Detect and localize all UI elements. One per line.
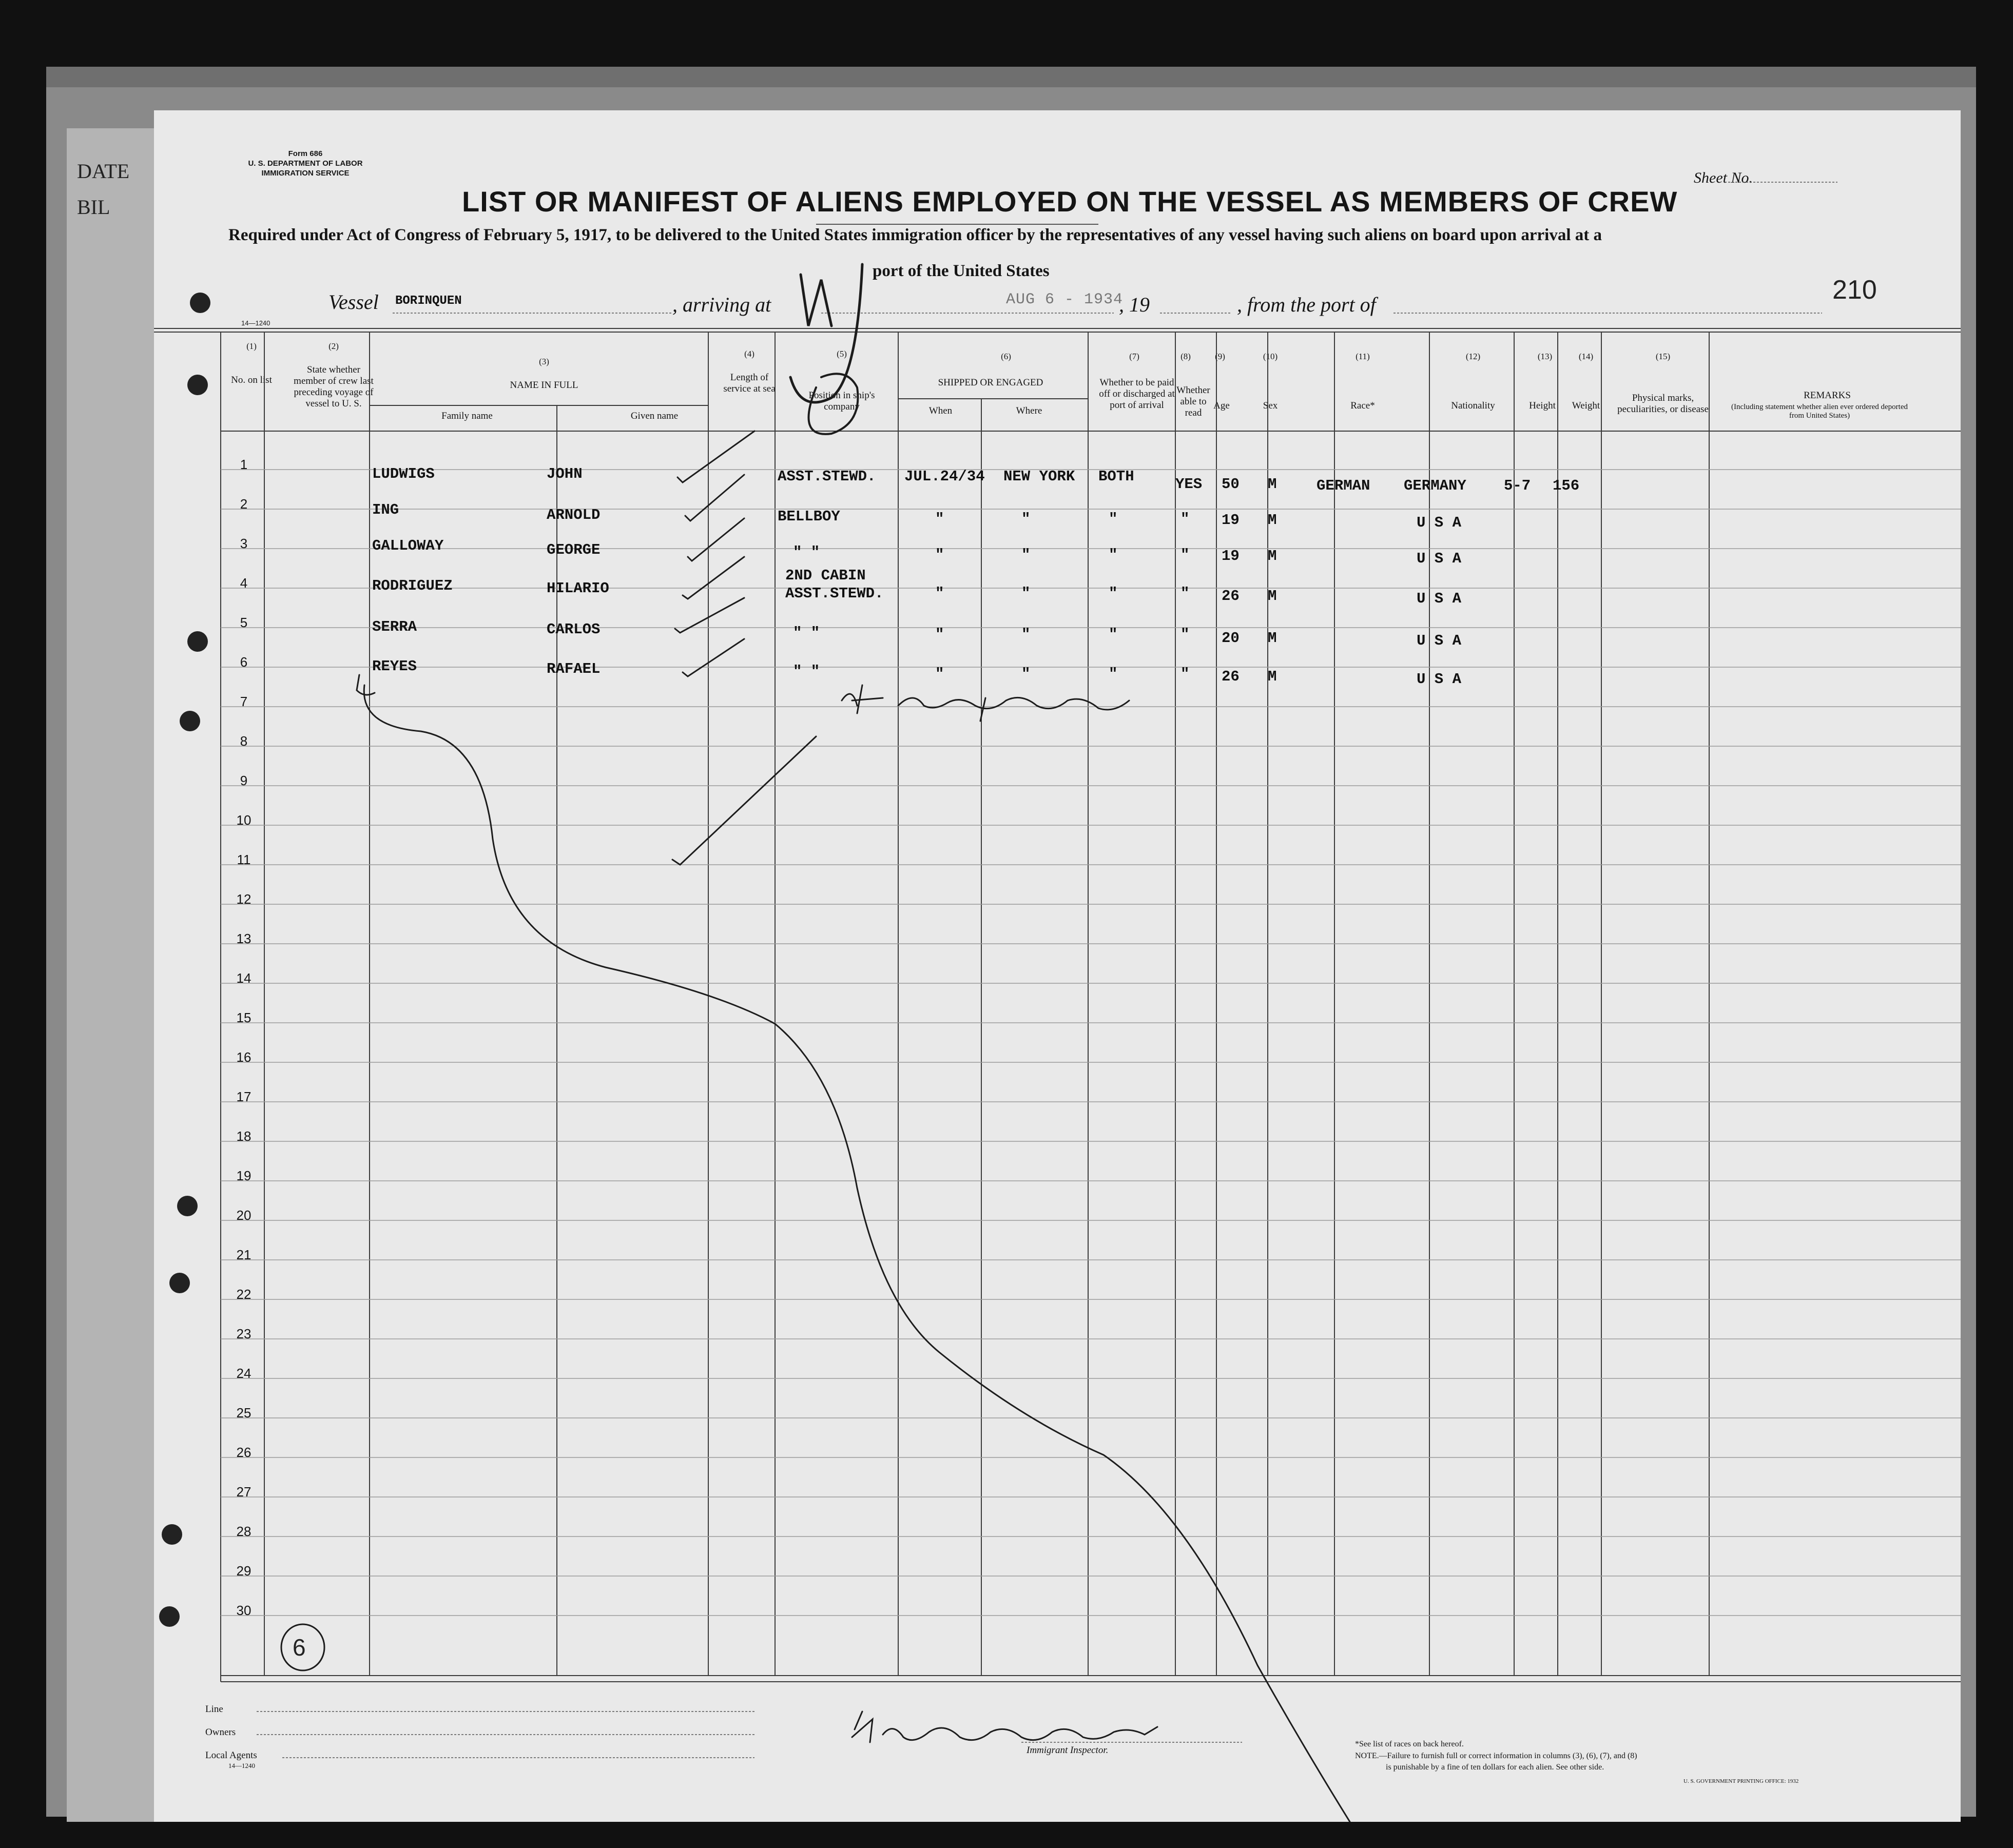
punch-hole xyxy=(159,1606,180,1627)
col-num-2: (2) xyxy=(328,341,339,351)
sex: M xyxy=(1268,548,1277,565)
punch-hole xyxy=(190,293,210,313)
given-name: CARLOS xyxy=(547,621,601,638)
position: ASST.STEWD. xyxy=(778,468,876,485)
races-note: *See list of races on back hereof. xyxy=(1355,1740,1464,1748)
nationality: U S A xyxy=(1417,514,1462,531)
paid-off: " xyxy=(1109,547,1118,563)
col-header-length-of-service: Length of service at sea xyxy=(723,372,776,394)
sex: M xyxy=(1268,668,1277,685)
age: 26 xyxy=(1222,588,1240,605)
col-num-12: (12) xyxy=(1465,352,1481,361)
family-name: REYES xyxy=(372,658,417,675)
col-header-when: When xyxy=(928,405,953,416)
col-num-4: (4) xyxy=(744,349,754,359)
row-number: 20 xyxy=(236,1208,251,1223)
year-label: , 19 xyxy=(1119,293,1150,316)
circled-count: 6 xyxy=(293,1634,306,1661)
row-number: 22 xyxy=(236,1287,251,1302)
penalty-note-2: is punishable by a fine of ten dollars for each alien. See other side. xyxy=(1386,1763,1604,1772)
row-number: 7 xyxy=(240,694,248,709)
row-number: 16 xyxy=(236,1049,251,1065)
family-name: RODRIGUEZ xyxy=(372,577,453,594)
col-header-where: Where xyxy=(1016,405,1042,416)
row-number: 18 xyxy=(236,1129,251,1144)
printer-imprint: U. S. GOVERNMENT PRINTING OFFICE: 1932 xyxy=(1683,1778,1799,1784)
shipped-when: " xyxy=(935,511,944,528)
age: 19 xyxy=(1222,548,1240,565)
given-name: HILARIO xyxy=(547,580,609,597)
given-name: GEORGE xyxy=(547,541,601,558)
footer-line-label: Line xyxy=(205,1704,223,1715)
col-header-race: Race* xyxy=(1350,400,1375,411)
arriving-label: , arriving at xyxy=(672,293,771,316)
sex: M xyxy=(1268,512,1277,529)
given-name: RAFAEL xyxy=(547,660,601,677)
sex: M xyxy=(1268,630,1277,647)
able-to-read: YES xyxy=(1175,476,1203,493)
punch-hole xyxy=(177,1196,198,1216)
subtitle-line-1: Required under Act of Congress of February 5, 1917, to be delivered to the United States immigration officer by the representatives of any vessel having such aliens on board upon arrival at a xyxy=(228,226,1602,244)
col-header-family-name: Family name xyxy=(441,411,493,421)
row-number: 13 xyxy=(236,931,251,946)
nationality: U S A xyxy=(1417,590,1462,607)
col-header-able-to-read: Whether able to read xyxy=(1176,385,1210,418)
row-number: 10 xyxy=(236,812,251,828)
able-to-read: " xyxy=(1180,511,1190,528)
row-number: 2 xyxy=(240,496,248,512)
shipped-where: " xyxy=(1021,547,1031,563)
row-number: 15 xyxy=(236,1010,251,1025)
col-num-6: (6) xyxy=(1001,352,1011,361)
row-number: 6 xyxy=(240,654,248,670)
row-number: 24 xyxy=(236,1366,251,1381)
form-department: U. S. DEPARTMENT OF LABOR xyxy=(248,159,363,168)
side-label-bil: BIL xyxy=(77,196,110,219)
nationality: U S A xyxy=(1417,671,1462,688)
row-number: 28 xyxy=(236,1524,251,1539)
age: 20 xyxy=(1222,630,1240,647)
given-name: ARNOLD xyxy=(547,507,601,523)
row-number: 29 xyxy=(236,1563,251,1579)
row-number: 9 xyxy=(240,773,248,788)
punch-hole xyxy=(187,375,208,395)
row-number: 25 xyxy=(236,1405,251,1421)
vessel-name: BORINQUEN xyxy=(395,294,462,308)
penalty-note-1: NOTE.—Failure to furnish full or correct information in columns (3), (6), (7), and (8) xyxy=(1355,1752,1637,1760)
age: 50 xyxy=(1222,476,1240,493)
col-num-8: (8) xyxy=(1180,352,1191,361)
col-num-9: (9) xyxy=(1215,352,1225,361)
height: 5-7 xyxy=(1504,477,1531,494)
col-header-height: Height xyxy=(1529,400,1556,411)
col-header-physical-marks: Physical marks, peculiarities, or disease xyxy=(1617,393,1709,415)
col-header-position: Position in ship's company xyxy=(808,390,875,412)
row-number: 8 xyxy=(240,733,248,749)
punch-hole xyxy=(187,631,208,652)
position-line-2: ASST.STEWD. xyxy=(785,585,884,602)
col-header-remarks: REMARKS xyxy=(1804,390,1851,401)
paid-off: BOTH xyxy=(1098,468,1134,485)
handwriting-layer xyxy=(154,110,1961,1822)
paid-off: " xyxy=(1109,585,1118,602)
shipped-when: " xyxy=(935,585,944,602)
vessel-label: Vessel xyxy=(328,290,379,314)
paid-off: " xyxy=(1109,666,1118,683)
shipped-when: " xyxy=(935,666,944,683)
manifest-sheet xyxy=(154,110,1961,1822)
date-stamp: AUG 6 - 1934 xyxy=(1006,291,1124,308)
immigrant-inspector-label: Immigrant Inspector. xyxy=(1027,1745,1109,1756)
col-num-3: (3) xyxy=(539,357,549,366)
paid-off: " xyxy=(1109,511,1118,528)
col-num-7: (7) xyxy=(1129,352,1139,361)
from-port-label: , from the port of xyxy=(1237,293,1376,316)
footer-form-code: 14—1240 xyxy=(228,1762,255,1769)
shipped-when: JUL.24/34 xyxy=(904,468,985,485)
able-to-read: " xyxy=(1180,585,1190,602)
sheet-number: 210 xyxy=(1832,275,1877,305)
page-title: LIST OR MANIFEST OF ALIENS EMPLOYED ON THE VESSEL AS MEMBERS OF CREW xyxy=(462,185,1678,218)
position: " " xyxy=(793,544,820,561)
position: BELLBOY xyxy=(778,508,840,525)
shipped-where: NEW YORK xyxy=(1003,468,1075,485)
paid-off: " xyxy=(1109,626,1118,643)
sex: M xyxy=(1268,588,1277,605)
family-name: ING xyxy=(372,501,399,518)
sex: M xyxy=(1268,476,1277,493)
col-num-5: (5) xyxy=(837,349,847,359)
col-num-10: (10) xyxy=(1263,352,1278,361)
col-num-14: (14) xyxy=(1578,352,1594,361)
able-to-read: " xyxy=(1180,626,1190,643)
weight: 156 xyxy=(1553,477,1580,494)
col-num-15: (15) xyxy=(1655,352,1671,361)
family-name: SERRA xyxy=(372,618,417,635)
row-number: 14 xyxy=(236,970,251,986)
position: " " xyxy=(793,625,820,641)
race: GERMAN xyxy=(1317,477,1370,494)
col-header-nationality: Nationality xyxy=(1451,400,1495,411)
col-header-paid-off: Whether to be paid off or discharged at port of arrival xyxy=(1099,377,1175,411)
footer-owners-label: Owners xyxy=(205,1727,236,1738)
row-number: 17 xyxy=(236,1089,251,1104)
sheet-no-label: Sheet No. xyxy=(1694,169,1753,186)
shipped-where: " xyxy=(1021,585,1031,602)
row-number: 23 xyxy=(236,1326,251,1341)
row-number: 27 xyxy=(236,1484,251,1500)
family-name: LUDWIGS xyxy=(372,465,435,482)
col-header-no-on-list: No. on list xyxy=(231,375,272,385)
row-number: 11 xyxy=(237,852,251,867)
form-service: IMMIGRATION SERVICE xyxy=(261,169,350,178)
position: " " xyxy=(793,663,820,680)
subtitle-line-2: port of the United States xyxy=(873,262,1050,280)
col-header-last-voyage: State whether member of crew last preceding voyage of vessel to U. S. xyxy=(294,364,374,409)
col-header-remarks-note: (Including statement whether alien ever ordered deported from United States) xyxy=(1731,403,1908,420)
row-number: 3 xyxy=(240,536,248,551)
age: 26 xyxy=(1222,668,1240,685)
shipped-when: " xyxy=(935,626,944,643)
col-header-given-name: Given name xyxy=(630,411,679,421)
given-name: JOHN xyxy=(547,465,583,482)
shipped-where: " xyxy=(1021,666,1031,683)
col-header-sex: Sex xyxy=(1263,400,1278,411)
shipped-where: " xyxy=(1021,626,1031,643)
col-header-weight: Weight xyxy=(1572,400,1600,411)
able-to-read: " xyxy=(1180,547,1190,563)
family-name: GALLOWAY xyxy=(372,537,444,554)
nationality: GERMANY xyxy=(1404,477,1466,494)
row-number: 30 xyxy=(236,1603,251,1618)
row-number: 1 xyxy=(240,457,248,472)
form-code-top: 14—1240 xyxy=(241,319,270,327)
col-num-11: (11) xyxy=(1356,352,1370,361)
form-number: Form 686 xyxy=(288,149,323,158)
footer-agents-label: Local Agents xyxy=(205,1750,257,1761)
punch-hole xyxy=(162,1524,182,1545)
age: 19 xyxy=(1222,512,1240,529)
shipped-when: " xyxy=(935,547,944,563)
nationality: U S A xyxy=(1417,632,1462,649)
col-header-name-in-full: NAME IN FULL xyxy=(510,380,578,391)
punch-hole xyxy=(169,1273,190,1293)
row-number: 12 xyxy=(236,891,251,907)
col-num-13: (13) xyxy=(1537,352,1553,361)
able-to-read: " xyxy=(1180,666,1190,683)
nationality: U S A xyxy=(1417,550,1462,567)
row-number: 21 xyxy=(236,1247,251,1262)
row-number: 19 xyxy=(236,1168,251,1183)
col-header-shipped-engaged: SHIPPED OR ENGAGED xyxy=(938,377,1043,388)
row-number: 4 xyxy=(240,575,248,591)
row-number: 5 xyxy=(240,615,248,630)
col-num-1: (1) xyxy=(246,341,257,351)
col-header-age: Age xyxy=(1213,400,1230,411)
position: 2ND CABIN xyxy=(785,567,866,584)
punch-hole xyxy=(180,711,200,731)
side-label-date: DATE xyxy=(77,160,130,183)
shipped-where: " xyxy=(1021,511,1031,528)
row-number: 26 xyxy=(236,1445,251,1460)
